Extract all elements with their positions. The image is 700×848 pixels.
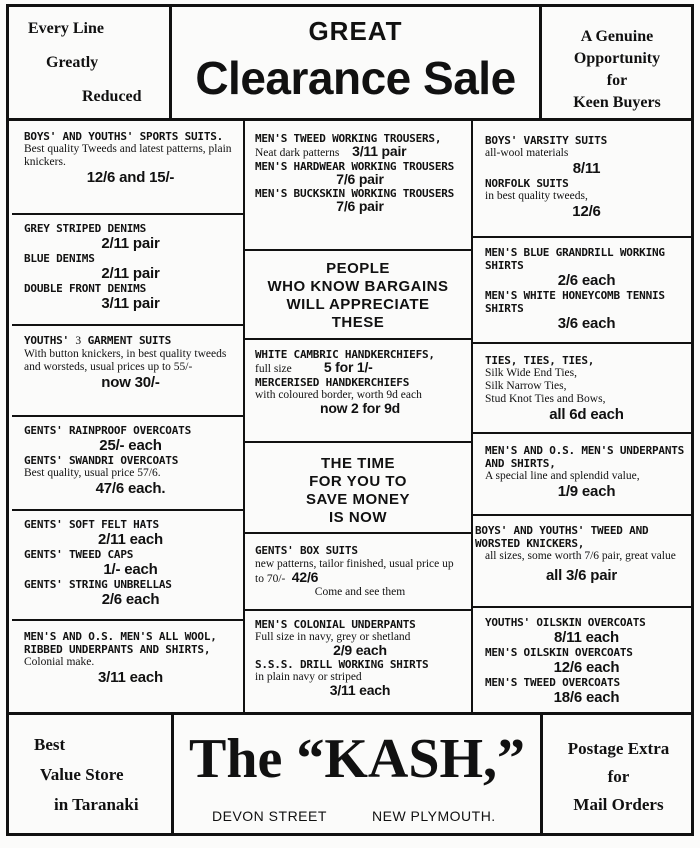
header-right-line-2: Opportunity	[573, 50, 661, 67]
sports-suits-heading: BOYS' AND YOUTHS' SPORTS SUITS.	[24, 130, 224, 143]
header-title-clearance-sale: Clearance Sale	[195, 52, 516, 104]
footer-divider	[6, 712, 694, 715]
slogan-save-money-line-2: FOR YOU TO	[309, 473, 407, 490]
slogan-save-money-line-4: IS NOW	[329, 509, 387, 526]
ties-desc-1: Silk Wide End Ties,	[485, 367, 577, 379]
knickers-line-1: BOYS' AND YOUTHS' TWEED AND WORSTED KNICKERS,	[475, 524, 649, 550]
header-title-panel	[172, 4, 542, 120]
denims-line-1: GREY STRIPED DENIMS	[24, 222, 147, 235]
denims-price-1: 2/11 pair	[101, 235, 160, 252]
overcoats-desc: Best quality, usual price 57/6.	[24, 467, 161, 479]
divider-c3-3	[473, 432, 694, 434]
item-grandrill	[473, 242, 694, 342]
underpants-heading: MEN'S AND O.S. MEN'S ALL WOOL, RIBBED UNDERPANTS AND SHIRTS,	[24, 630, 217, 656]
item-colonial	[245, 614, 471, 712]
box-suits-price: 42/6	[291, 569, 319, 585]
header-left-line-2: Greatly	[46, 54, 99, 71]
os-underpants-line-1: MEN'S AND O.S. MEN'S UNDERPANTS AND SHIRTS,	[485, 444, 685, 470]
item-trousers	[245, 128, 471, 248]
handkerchiefs-desc-2: with coloured border, worth 9d each	[255, 389, 422, 401]
trousers-line-2: MEN'S HARDWEAR WORKING TROUSERS	[255, 160, 455, 173]
ties-price: all 6d each	[549, 406, 624, 423]
slogan-bargains-line-1: PEOPLE	[326, 260, 390, 277]
footer-left-line-1: Best	[34, 735, 66, 754]
trousers-line-1: MEN'S TWEED WORKING TROUSERS,	[255, 132, 442, 145]
sports-suits-price: 12/6 and 15/-	[86, 169, 175, 186]
divider-c3-2	[473, 342, 694, 344]
hats-line-1: GENTS' SOFT FELT HATS	[24, 518, 159, 531]
denims-price-2: 2/11 pair	[101, 265, 160, 282]
hats-price-1: 2/11 each	[98, 531, 163, 548]
garment-suits-heading-b: GARMENT SUITS	[87, 334, 172, 347]
item-knickers	[473, 520, 694, 604]
footer-street: DEVON STREET	[212, 808, 327, 824]
slogan-bargains-line-4: THESE	[331, 314, 385, 331]
garment-suits-heading	[24, 334, 237, 348]
handkerchiefs-price-1: 5 for 1/-	[323, 359, 373, 375]
denims-price-3: 3/11 pair	[101, 295, 160, 312]
header-title-great: GREAT	[308, 16, 403, 46]
oilskin-line-3: MEN'S TWEED OVERCOATS	[485, 676, 620, 689]
oilskin-line-1: YOUTHS' OILSKIN OVERCOATS	[485, 616, 646, 629]
item-denims	[12, 218, 243, 322]
trousers-line-3: MEN'S BUCKSKIN WORKING TROUSERS	[255, 187, 455, 200]
varsity-price-2: 12/6	[572, 203, 601, 220]
handkerchiefs-line-1: WHITE CAMBRIC HANDKERCHIEFS,	[255, 348, 435, 361]
overcoats-line-1: GENTS' RAINPROOF OVERCOATS	[24, 424, 191, 437]
header-left-line-1: Every Line	[28, 20, 104, 37]
divider-c2-2	[245, 338, 471, 340]
divider-c1-2	[12, 324, 243, 326]
varsity-desc-2: in best quality tweeds,	[485, 190, 588, 202]
grandrill-price-1: 2/6 each	[557, 272, 616, 289]
slogan-save-money	[245, 455, 471, 531]
denims-line-3: DOUBLE FRONT DENIMS	[24, 282, 147, 295]
item-ties	[473, 350, 694, 434]
colonial-desc-2: in plain navy or striped	[255, 671, 362, 683]
grandrill-line-1: MEN'S BLUE GRANDRILL WORKING SHIRTS	[485, 246, 665, 272]
slogan-bargains-line-3: WILL APPRECIATE	[286, 296, 430, 313]
varsity-price-1: 8/11	[572, 160, 601, 177]
grandrill-line-2: MEN'S WHITE HONEYCOMB TENNIS SHIRTS	[485, 289, 665, 315]
sports-suits-desc: Best quality Tweeds and latest patterns, plain knickers.	[24, 143, 232, 168]
ties-desc-2: Silk Narrow Ties,	[485, 380, 567, 392]
os-underpants-price: 1/9 each	[557, 483, 616, 500]
overcoats-price-2: 47/6 each.	[95, 480, 166, 497]
overcoats-line-2: GENTS' SWANDRI OVERCOATS	[24, 454, 179, 467]
item-handkerchiefs	[245, 344, 471, 440]
slogan-bargains-line-2: WHO KNOW BARGAINS	[267, 278, 449, 295]
item-hats	[12, 514, 243, 618]
header-right-line-3: for	[606, 72, 628, 89]
varsity-desc-1: all-wool materials	[485, 147, 569, 159]
item-varsity	[473, 130, 694, 234]
header-divider	[6, 118, 694, 121]
header-left-line-3: Reduced	[82, 88, 142, 105]
oilskin-price-3: 18/6 each	[553, 689, 620, 706]
colonial-desc-1: Full size in navy, grey or shetland	[255, 631, 411, 643]
knickers-desc: all sizes, some worth 7/6 pair, great value	[485, 550, 676, 562]
item-oilskin	[473, 612, 694, 712]
box-suits-line-1: GENTS' BOX SUITS	[255, 544, 358, 557]
colonial-line-1: MEN'S COLONIAL UNDERPANTS	[255, 618, 416, 631]
oilskin-price-2: 12/6 each	[553, 659, 620, 676]
box-suits-row	[255, 557, 465, 586]
divider-c3-5	[473, 606, 694, 608]
item-overcoats	[12, 420, 243, 508]
footer-right-line-2: for	[607, 767, 630, 786]
item-box-suits	[245, 540, 471, 608]
trousers-price-3: 7/6 pair	[336, 198, 384, 214]
divider-c2-5	[245, 609, 471, 611]
trousers-row-1	[255, 145, 465, 160]
header-right-panel	[542, 4, 694, 120]
colonial-price-2: 3/11 each	[329, 682, 391, 698]
handkerchiefs-row-1	[255, 361, 465, 376]
divider-c2-3	[245, 441, 471, 443]
handkerchiefs-desc-1: full size	[255, 363, 292, 375]
divider-c3-1	[473, 236, 694, 238]
divider-c1-5	[12, 619, 243, 621]
knickers-price: all 3/6 pair	[546, 567, 617, 584]
underpants-price: 3/11 each	[98, 669, 163, 686]
denims-line-2: BLUE DENIMS	[24, 252, 95, 265]
item-garment-suits	[12, 330, 243, 414]
divider-c1-4	[12, 509, 243, 511]
box-suits-desc: new patterns, tailor finished, usual price up to 70/-	[255, 558, 454, 585]
varsity-line-1: BOYS' VARSITY SUITS	[485, 134, 608, 147]
trousers-desc-1: Neat dark patterns	[255, 147, 340, 159]
footer-left-line-2: Value Store	[40, 765, 124, 784]
trousers-price-1: 3/11 pair	[352, 143, 407, 159]
divider-c1-1	[12, 213, 243, 215]
box-suits-note: Come and see them	[314, 586, 406, 598]
divider-c3-4	[473, 514, 694, 516]
garment-suits-price: now 30/-	[101, 374, 160, 391]
oilskin-price-1: 8/11 each	[554, 629, 619, 646]
colonial-price-1: 2/9 each	[333, 642, 387, 658]
header-left-panel	[6, 4, 172, 120]
overcoats-price-1: 25/- each	[99, 437, 162, 454]
footer-store-name: The “KASH,”	[188, 728, 526, 790]
footer-right-line-1: Postage Extra	[567, 739, 670, 758]
item-underpants	[12, 626, 243, 712]
slogan-save-money-line-3: SAVE MONEY	[306, 491, 410, 508]
ties-line-1: TIES, TIES, TIES,	[485, 354, 595, 367]
handkerchiefs-price-2: now 2 for 9d	[319, 400, 401, 416]
item-os-underpants	[473, 440, 694, 512]
trousers-price-2: 7/6 pair	[336, 171, 384, 187]
oilskin-line-2: MEN'S OILSKIN OVERCOATS	[485, 646, 633, 659]
divider-c2-4	[245, 532, 471, 534]
header-right-line-4: Keen Buyers	[573, 94, 661, 111]
hats-price-2: 1/- each	[103, 561, 158, 578]
garment-suits-heading-num: 3	[75, 335, 82, 347]
colonial-line-2: S.S.S. DRILL WORKING SHIRTS	[255, 658, 429, 671]
footer-town: NEW PLYMOUTH.	[372, 808, 496, 824]
item-sports-suits	[12, 126, 243, 214]
hats-line-2: GENTS' TWEED CAPS	[24, 548, 134, 561]
garment-suits-desc: With button knickers, in best quality tweeds and worsteds, usual prices up to 55/-	[24, 348, 227, 373]
divider-c1-3	[12, 415, 243, 417]
ties-desc-3: Stud Knot Ties and Bows,	[485, 393, 606, 405]
grandrill-price-2: 3/6 each	[557, 315, 616, 332]
hats-price-3: 2/6 each	[101, 591, 160, 608]
underpants-desc: Colonial make.	[24, 656, 95, 668]
hats-line-3: GENTS' STRING UNBRELLAS	[24, 578, 172, 591]
divider-c2-1	[245, 249, 471, 251]
slogan-save-money-line-1: THE TIME	[321, 455, 395, 472]
os-underpants-desc: A special line and splendid value,	[485, 470, 640, 482]
header-right-line-1: A Genuine	[580, 28, 654, 45]
footer-left-line-3: in Taranaki	[54, 795, 139, 814]
garment-suits-heading-a: YOUTHS'	[24, 334, 69, 347]
varsity-line-2: NORFOLK SUITS	[485, 177, 569, 190]
handkerchiefs-line-2: MERCERISED HANDKERCHIEFS	[255, 376, 410, 389]
slogan-bargains	[245, 260, 471, 336]
footer-right-line-3: Mail Orders	[573, 795, 664, 814]
